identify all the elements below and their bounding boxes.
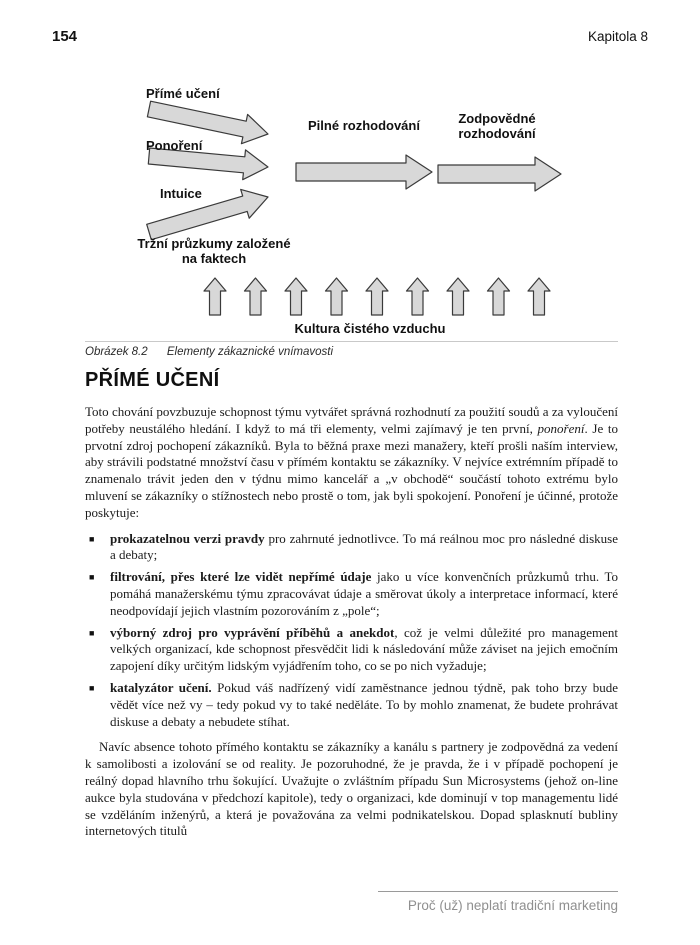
arrow-responsible-decisions	[438, 157, 561, 191]
arrow-clean-air-4	[326, 278, 348, 315]
body-column	[85, 404, 618, 840]
chapter-label: Kapitola 8	[587, 29, 648, 44]
bullet-marker-icon: ■	[89, 682, 95, 693]
section-heading: PŘÍMÉ UČENÍ	[85, 369, 220, 391]
intro-paragraph	[85, 404, 618, 522]
arrow-clean-air-2	[245, 278, 267, 315]
arrow-diligent-decisions	[296, 155, 432, 189]
page-header	[52, 28, 648, 45]
bullet-lead: prokazatelnou verzi pravdy	[110, 530, 265, 546]
arrow-clean-air-8	[488, 278, 510, 315]
arrow-clean-air-9	[528, 278, 550, 315]
bullet-rest: pro zahrnuté jednotlivce. To má reálnou moc pro následné diskuse a debaty;	[110, 530, 618, 563]
bullet-marker-icon: ■	[89, 572, 95, 583]
figure-label-diligent-decisions: Pilné rozhodování	[308, 118, 420, 133]
intro-paragraph-post: . Je to prvotní zdroj pochopení zákazníků. Byla to běžná praxe mezi manažery, kteří prošli naším interview, aby strávili podstatné množství času v přímém kontaktu se zákazníky. V nejvíce extrémním případě to znamenalo trávit jeden den v týdnu mimo kancelář a „v obchodě“ součástí tohoto extrému bylo mluvení se zákazníky o stížnostech nebo prostě o tom, jak byli spokojení. Ponoření je účinné, protože poskytuje:	[85, 420, 618, 520]
bullet-item-storytelling	[85, 625, 618, 675]
bullet-list	[85, 531, 618, 731]
bullet-lead: výborný zdroj pro vyprávění příběhů a anekdot	[110, 624, 395, 640]
page-number: 154	[52, 28, 78, 45]
figure-label-responsible-decisions: Zodpovědné rozhodování	[458, 111, 536, 142]
figure-label-market-research: Tržní průzkumy založené na faktech	[137, 236, 291, 267]
arrow-clean-air-6	[407, 278, 429, 315]
bullet-lead: katalyzátor učení.	[110, 679, 212, 695]
figure-label-direct-learning: Přímé učení	[146, 86, 220, 101]
bullet-rest: , což je velmi důležité pro management velkých organizací, kde schopnost přesvědčit lidi k následování může záviset na jejich emočním zapojení díky určitým lidským vyjádřením toho, co se po nich vyžaduje;	[110, 624, 618, 674]
figure-label-intuition: Intuice	[160, 186, 202, 201]
bullet-marker-icon: ■	[89, 627, 95, 638]
bullet-marker-icon: ■	[89, 533, 95, 544]
intro-paragraph-italic-term: ponoření	[537, 420, 585, 436]
page-footer	[378, 891, 618, 913]
bullet-rest: jako u více konvenčních průzkumů trhu. To pomáhá manažerskému týmu zpracovávat údaje a směrovat úkoly a interpretace informací, které neodpovídají jejich vlastním pozorováním z „pole“;	[110, 569, 618, 618]
figure-label-immersion: Ponoření	[146, 138, 203, 153]
bullet-item-learning-catalyst	[85, 680, 618, 730]
bullet-item-proven-truth	[85, 531, 618, 565]
arrow-clean-air-3	[285, 278, 307, 315]
intro-paragraph-pre: Toto chování povzbuzuje schopnost týmu vytvářet správná rozhodnutí za použití soudů a za vyloučení potřeby neustálého hledání. I když to má tři elementy, velmi zajímavý je ten první,	[85, 404, 618, 436]
arrow-clean-air-5	[366, 278, 388, 315]
closing-paragraph: Navíc absence tohoto přímého kontaktu se zákazníky a kanálu s partnery je zodpovědná za vedení k samolibosti a izolování se od reality. Je pozoruhodné, že je pravda, že i v případě pochopení je reálný dopad hlavního trhu šokující. Uvažujte o zvláštním případu Sun Microsystems (jehož on-line aukce byla studována v předchozí kapitole), tedy o organizaci, kde dominují v top managementu lidé se vzděláním inženýrů, a která je považována za velmi podnikatelskou. Dopad splasknutí bubliny internetových titulů	[85, 739, 618, 839]
bullet-item-filtering	[85, 569, 618, 619]
arrow-clean-air-1	[204, 278, 226, 315]
bullet-lead: filtrování, přes které lze vidět nepřímé údaje	[110, 569, 372, 585]
figure-caption	[85, 341, 618, 358]
arrow-clean-air-7	[447, 278, 469, 315]
figure-label-clean-air-culture: Kultura čistého vzduchu	[294, 321, 446, 336]
footer-book-title: Proč (už) neplatí tradiční marketing	[407, 898, 618, 913]
figure-caption-text: Elementy zákaznické vnímavosti	[166, 346, 334, 358]
bullet-rest: Pokud váš nadřízený vidí zaměstnance jednou týdně, pak toho brzy bude vědět více než vy – tedy pokud vy to také neděláte. To by mohlo znamenat, že budete prohrávat diskuse a debaty a nebudete stíhat.	[110, 679, 618, 729]
figure-caption-number: Obrázek 8.2	[85, 346, 148, 358]
figure-customer-insight-diagram	[0, 85, 700, 341]
